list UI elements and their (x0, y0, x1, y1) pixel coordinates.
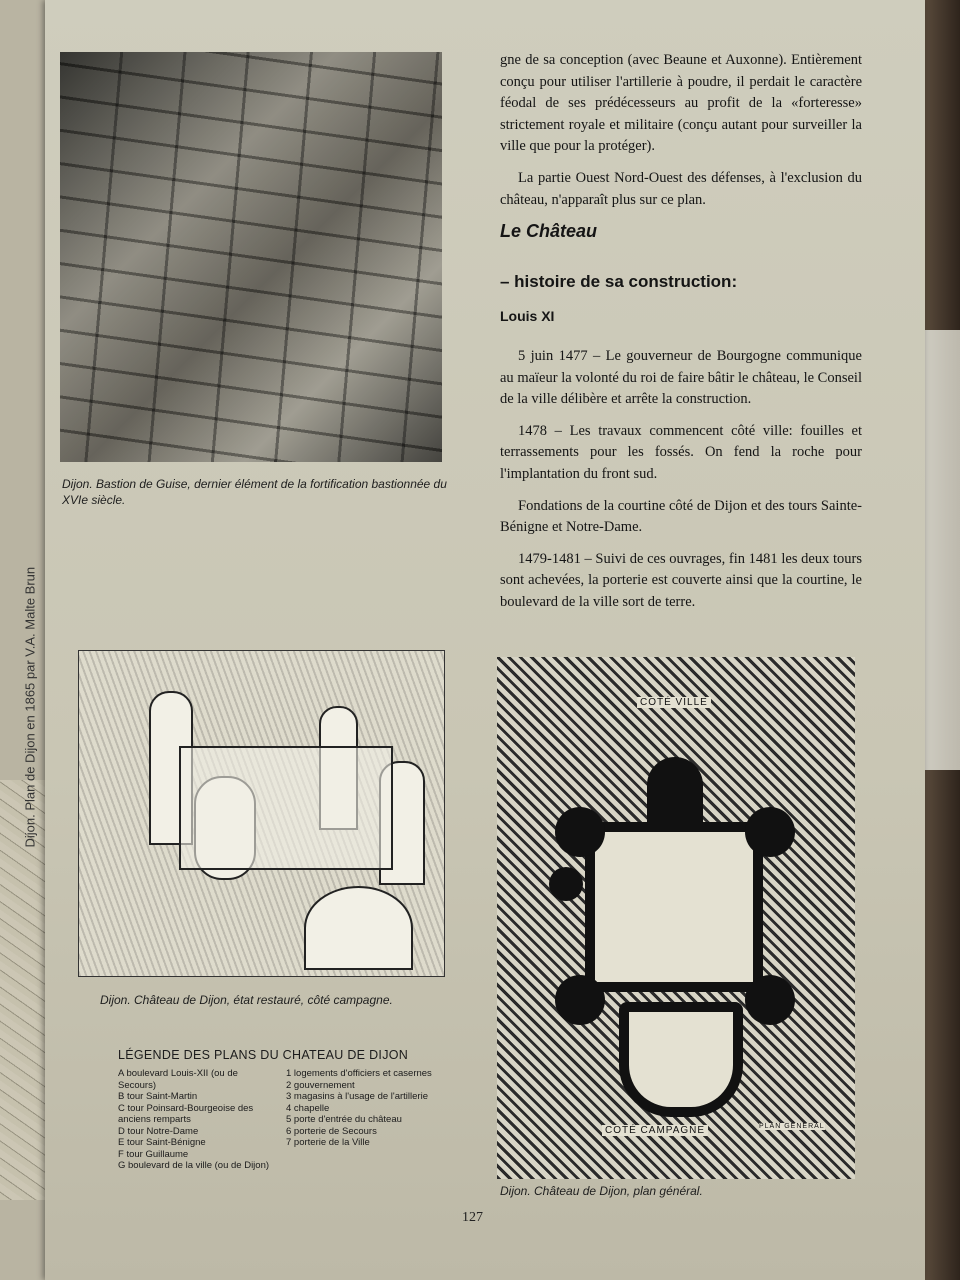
legend-item: 3 magasins à l'usage de l'artillerie (286, 1091, 428, 1102)
legend-item: C tour Poinsard-Bourgeoise des anciens remparts (118, 1102, 254, 1125)
legend-item: 7 porterie de la Ville (286, 1137, 370, 1148)
legend-item: G boulevard de la ville (ou de Dijon) (118, 1160, 270, 1171)
castle-plan (497, 657, 855, 1179)
paragraph-1478: 1478 – Les travaux commencent côté ville: fouilles et terrassements pour les fossés. On fend la roche pour l'implantation du front sud. (500, 422, 862, 482)
bastion-caption: Dijon. Bastion de Guise, dernier élément de la fortification bastionnée du XVIe siècle. (62, 477, 447, 507)
plan-tower-f (745, 975, 795, 1025)
legend-item: E tour Saint-Bénigne (118, 1137, 206, 1148)
paragraph-1479: 1479-1481 – Suivi de ces ouvrages, fin 1481 les deux tours sont achevées, la porterie est couverte ainsi que la courtine, le boulevard de la ville sort de terre. (500, 550, 862, 610)
plan-tower-b (555, 975, 605, 1025)
legend (118, 1048, 458, 1172)
legend-item: 6 porterie de Secours (286, 1125, 377, 1137)
paragraph-fondations: Fondations de la courtine côté de Dijon et des tours Sainte-Bénigne et Notre-Dame. (500, 497, 862, 536)
heading-louis-xi: Louis XI (500, 308, 555, 325)
legend-item: A boulevard Louis-XII (ou de Secours) (118, 1068, 238, 1091)
legend-item: F tour Guillaume (118, 1148, 189, 1160)
legend-item: B tour Saint-Martin (118, 1091, 198, 1102)
legend-item: 4 chapelle (286, 1102, 330, 1114)
page-number: 127 (462, 1210, 483, 1225)
plan-label-ville: COTÉ VILLE (637, 697, 711, 708)
heading-histoire: – histoire de sa construction: (500, 271, 738, 291)
legend-title: LÉGENDE DES PLANS DU CHATEAU DE DIJON (118, 1048, 409, 1062)
plan-caption: Dijon. Château de Dijon, plan général. (500, 1184, 703, 1198)
paragraph-1477: 5 juin 1477 – Le gouverneur de Bourgogne communique au maïeur la volonté du roi de faire bâtir le château, le Conseil de la ville délibère et arrête la construction. (500, 347, 862, 408)
legend-letters (118, 1068, 278, 1172)
plan-courtyard (585, 822, 763, 992)
legend-item: D tour Notre-Dame (118, 1125, 199, 1137)
bastion-photo (60, 52, 442, 462)
continuation-paragraph: gne de sa conception (avec Beaune et Auxonne). Entièrement conçu pour utiliser l'artillerie à poudre, il perdait le caractère féodal de ses prédécesseurs au profit de la «forteresse» strictement royale et militaire (conçu autant pour surveiller la ville que pour la protéger). (500, 52, 862, 155)
drawing-boulevard (304, 886, 413, 970)
plan-tower-e (745, 807, 795, 857)
heading-chateau: Le Château (500, 221, 598, 242)
legend-numbers (286, 1068, 446, 1172)
drawing-caption: Dijon. Château de Dijon, état restauré, côté campagne. (100, 993, 393, 1007)
plan-label-campagne: COTÉ CAMPAGNE (602, 1125, 708, 1136)
legend-item: 5 porte d'entrée du château (286, 1114, 402, 1125)
legend-item: 2 gouvernement (286, 1079, 355, 1091)
spine-caption: Dijon. Plan de Dijon en 1865 par V.A. Malte Brun (22, 566, 38, 848)
plan-boulevard-a (619, 1002, 743, 1117)
legend-item: 1 logements d'officiers et casernes (286, 1068, 432, 1079)
plan-tower-d (555, 807, 605, 857)
ouest-paragraph: La partie Ouest Nord-Ouest des défenses, à l'exclusion du château, n'apparaît plus sur ce plan. (500, 169, 862, 208)
plan-tower-c (549, 867, 583, 901)
drawing-courtyard (179, 746, 393, 870)
plan-label-general: PLAN GÉNÉRAL (759, 1123, 825, 1130)
main-text-column (500, 50, 862, 623)
castle-drawing (78, 650, 445, 977)
